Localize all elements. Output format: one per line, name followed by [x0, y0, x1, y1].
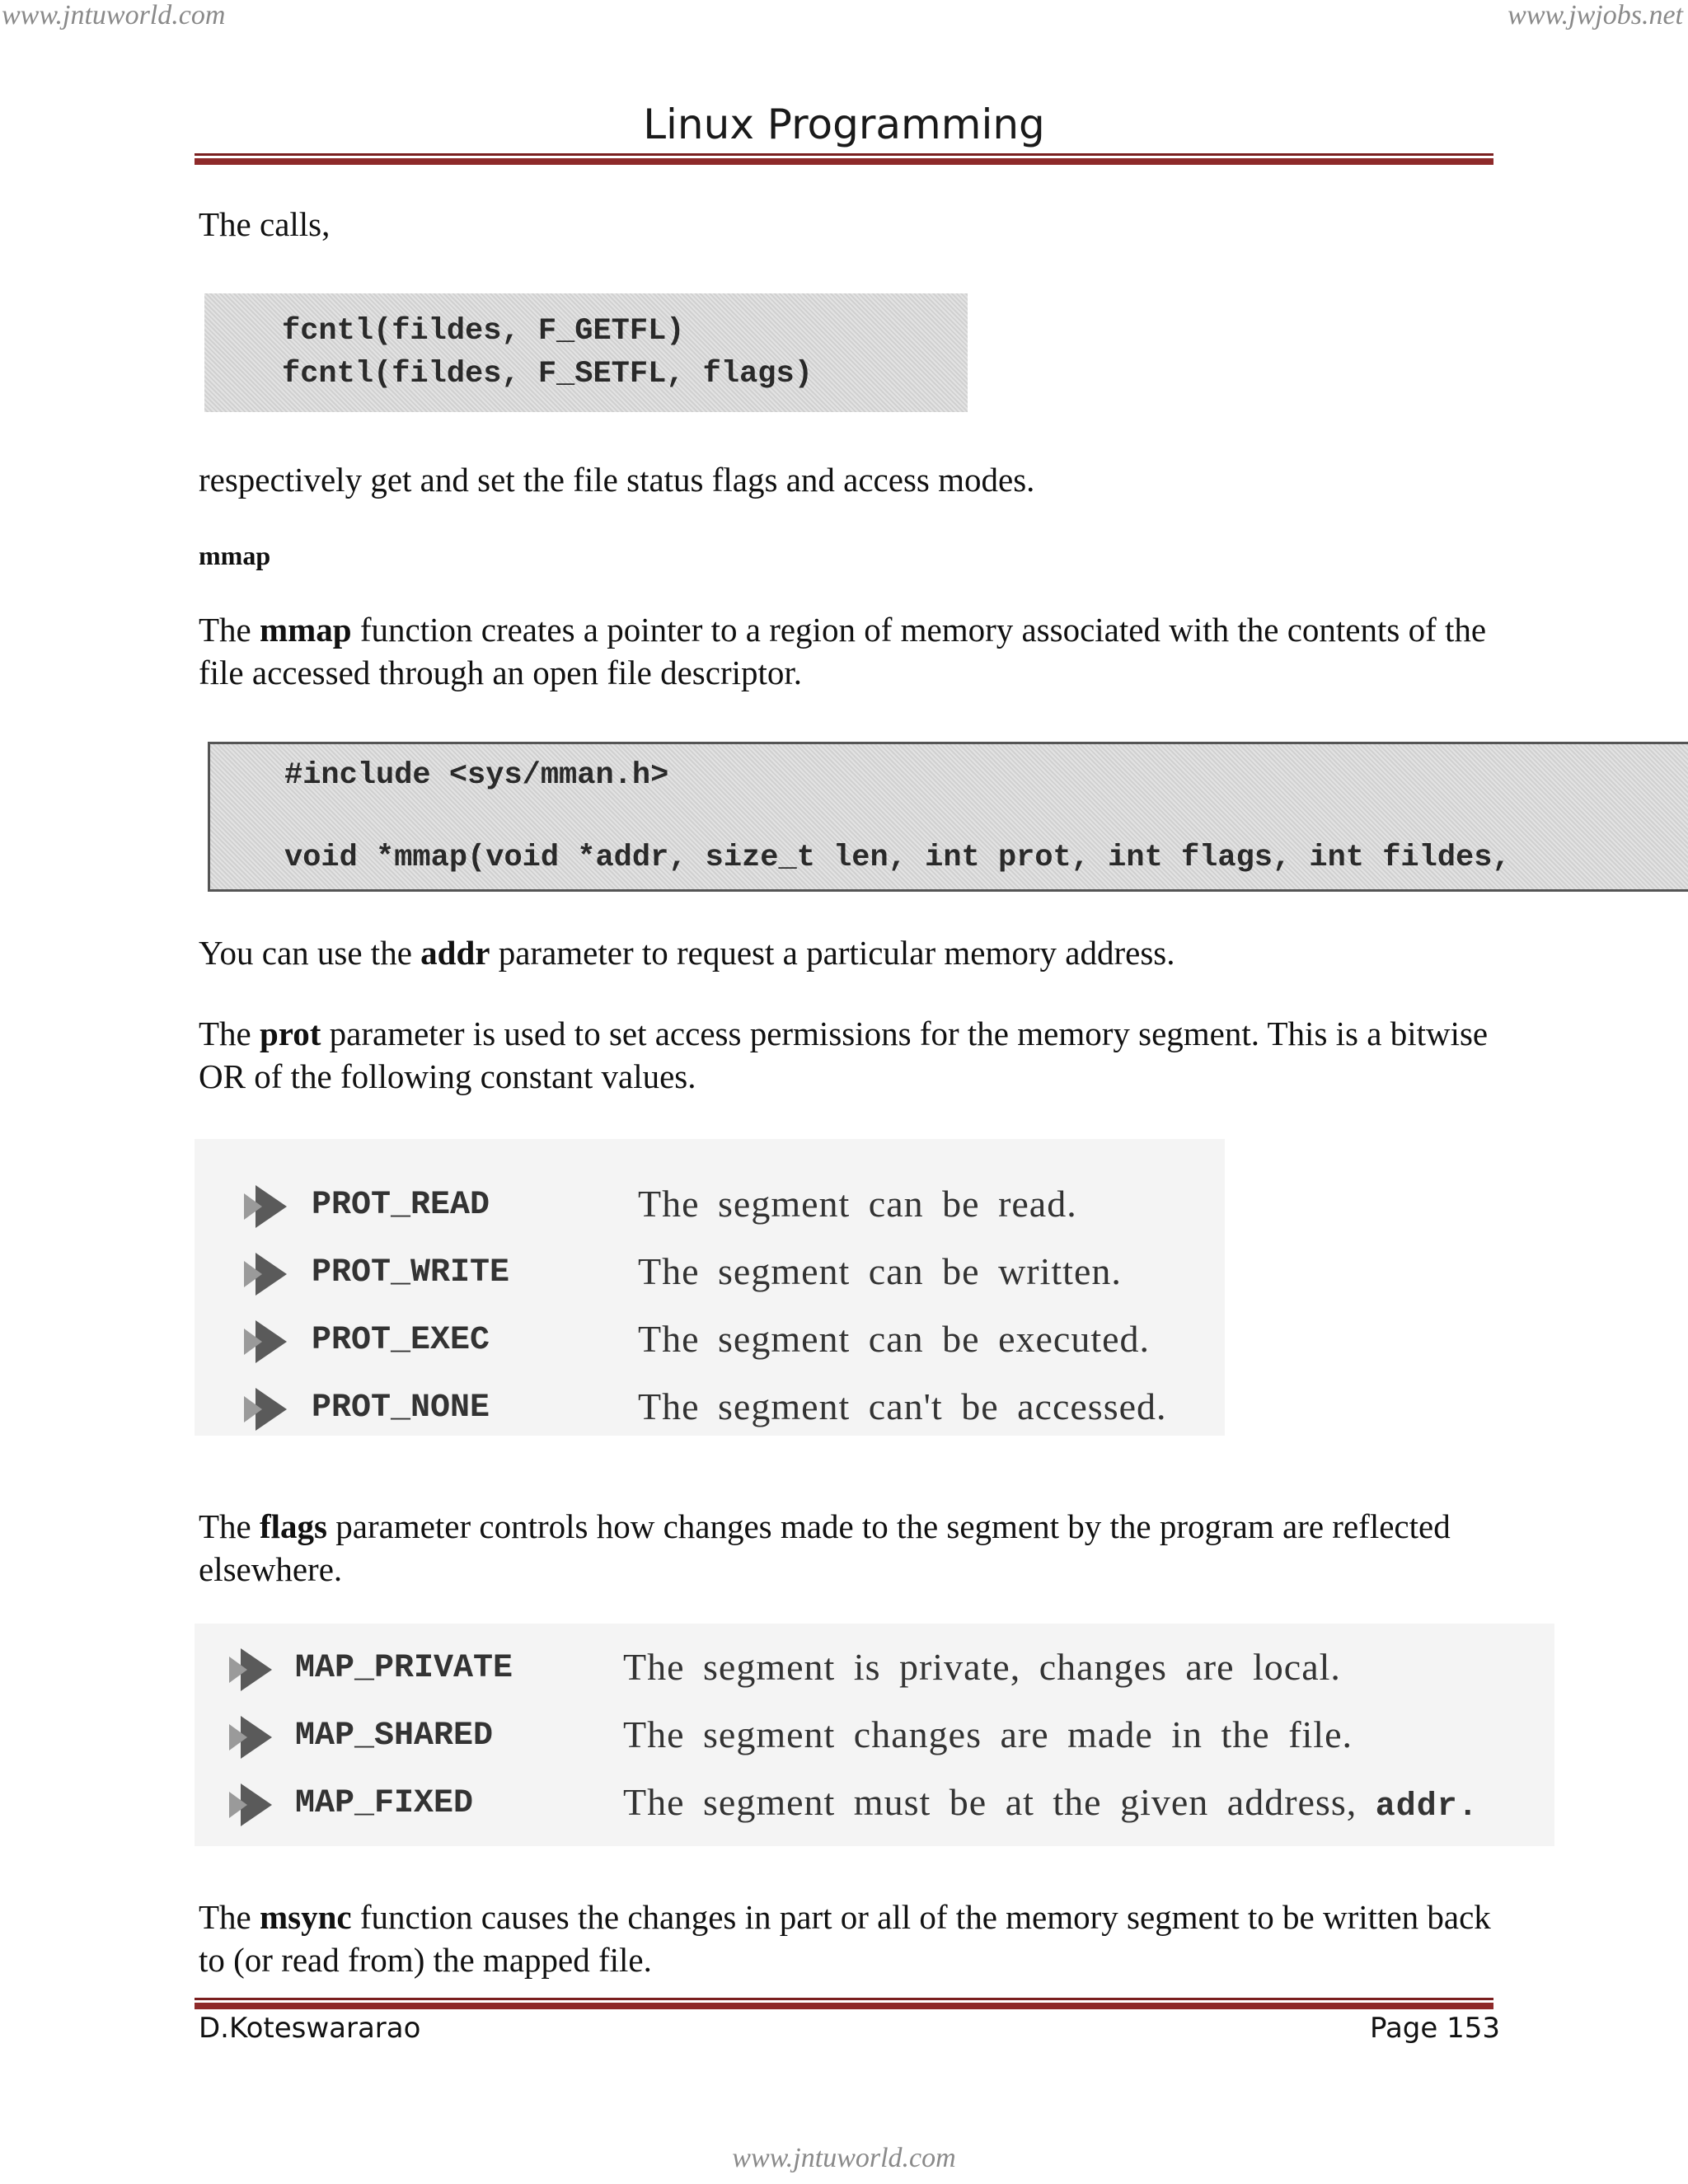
bold-term: msync: [260, 1898, 352, 1936]
code-line: void *mmap(void *addr, size_t len, int prot, int flags, int fildes,: [284, 841, 1511, 875]
arrow-bullet-icon: [256, 1320, 287, 1363]
watermark-top-left[interactable]: www.jntuworld.com: [2, 0, 226, 30]
map-constant: MAP_SHARED: [295, 1718, 494, 1755]
calls-desc: respectively get and set the file status flags and access modes.: [199, 461, 1035, 499]
text: parameter is used to set access permissions for the memory segment. This is a bitwise OR of the following constant values.: [199, 1015, 1489, 1095]
text: The segment is private, changes are local.: [623, 1646, 1341, 1688]
prot-row: [195, 1250, 1225, 1310]
prot-table: [195, 1139, 1225, 1436]
map-constant: MAP_FIXED: [295, 1785, 474, 1822]
arrow-bullet-icon: [256, 1185, 287, 1228]
map-description: [623, 1780, 1479, 1825]
mmap-desc: [199, 608, 1501, 694]
text: The: [199, 1507, 260, 1545]
text: The segment must be at the given address,: [623, 1781, 1376, 1823]
prot-description: The segment can't be accessed.: [638, 1385, 1167, 1427]
addr-desc: [199, 931, 1501, 974]
prot-row: [195, 1320, 1225, 1378]
text: parameter controls how changes made to the segment by the program are reflected elsewhere.: [199, 1507, 1451, 1588]
map-table: [195, 1624, 1554, 1846]
map-row: [195, 1783, 1554, 1841]
code-term: addr.: [1375, 1788, 1479, 1825]
prot-description: The segment can be written.: [638, 1250, 1122, 1292]
header-rule: [195, 153, 1493, 165]
arrow-bullet-icon: [256, 1388, 287, 1431]
prot-description: The segment can be executed.: [638, 1318, 1151, 1360]
bold-term: flags: [260, 1507, 327, 1545]
footer-rule: [195, 1998, 1493, 2009]
prot-desc: [199, 1012, 1501, 1098]
mmap-heading: mmap: [199, 541, 271, 570]
prot-constant: PROT_READ: [312, 1187, 490, 1224]
text: The: [199, 611, 260, 649]
map-description: [623, 1713, 1353, 1756]
watermark-top-right[interactable]: www.jwjobs.net: [1507, 0, 1683, 30]
text: function creates a pointer to a region of memory associated with the contents of the file accessed through an open file descriptor.: [199, 611, 1487, 691]
map-constant: MAP_PRIVATE: [295, 1650, 513, 1687]
text: function causes the changes in part or all of the memory segment to be written back to (or read from) the mapped file.: [199, 1898, 1491, 1979]
fcntl-code-block: [204, 293, 968, 412]
footer-page-number: Page 153: [1370, 2012, 1501, 2045]
prot-constant: PROT_EXEC: [312, 1322, 490, 1359]
watermark-bottom[interactable]: www.jntuworld.com: [732, 2143, 956, 2173]
calls-intro: The calls,: [199, 205, 331, 243]
map-row: [195, 1713, 1554, 1774]
code-line: #include <sys/mman.h>: [284, 758, 669, 793]
text: You can use the: [199, 934, 421, 972]
flags-desc: [199, 1505, 1501, 1591]
prot-description: The segment can be read.: [638, 1183, 1077, 1225]
code-line: fcntl(fildes, F_SETFL, flags): [282, 357, 813, 391]
text: The: [199, 1898, 260, 1936]
arrow-bullet-icon: [241, 1648, 272, 1691]
text: parameter to request a particular memory address.: [490, 934, 1175, 972]
page-title: Linux Programming: [643, 101, 1045, 148]
bold-term: addr: [420, 934, 490, 972]
text: The segment changes are made in the file.: [623, 1713, 1353, 1755]
prot-constant: PROT_NONE: [312, 1390, 490, 1427]
prot-constant: PROT_WRITE: [312, 1254, 510, 1291]
map-description: [623, 1645, 1341, 1689]
arrow-bullet-icon: [241, 1783, 272, 1826]
prot-row: [195, 1185, 1225, 1243]
mmap-code-block: [208, 742, 1688, 892]
footer-author: D.Koteswararao: [199, 2012, 421, 2045]
text: The: [199, 1015, 260, 1052]
code-line: fcntl(fildes, F_GETFL): [282, 314, 685, 349]
prot-row: [195, 1385, 1225, 1446]
bold-term: prot: [260, 1015, 321, 1052]
arrow-bullet-icon: [256, 1253, 287, 1296]
arrow-bullet-icon: [241, 1716, 272, 1759]
msync-desc: [199, 1896, 1501, 1981]
bold-term: mmap: [260, 611, 352, 649]
map-row: [195, 1648, 1554, 1706]
